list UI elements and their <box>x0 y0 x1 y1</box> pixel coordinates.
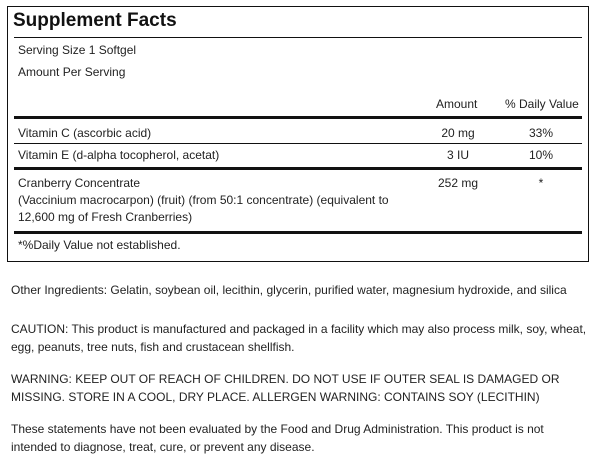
footnote-thick-divider <box>14 231 582 234</box>
serving-size: Serving Size 1 Softgel <box>18 43 137 57</box>
cranberry-daily-value: * <box>538 176 544 190</box>
panel-title: Supplement Facts <box>13 10 177 31</box>
column-header-amount: Amount <box>436 97 478 111</box>
supplement-facts-panel <box>7 6 589 262</box>
caution-statement: CAUTION: This product is manufactured and packaged in a facility which may also process milk, soy, wheat, egg, peanuts, tree nuts, fish and crustacean shellfish. <box>11 322 587 354</box>
cranberry-amount: 252 mg <box>437 176 479 190</box>
fda-disclaimer: These statements have not been evaluated by the Food and Drug Administration. This product is not intended to diagnose, treat, cure, or prevent any disease. <box>11 422 544 454</box>
nutrient-name: Vitamin E (d-alpha tocopherol, acetat) <box>18 148 220 162</box>
title-divider <box>14 37 582 38</box>
cranberry-description-line: 12,600 mg of Fresh Cranberries) <box>18 210 193 224</box>
other-ingredients: Other Ingredients: Gelatin, soybean oil, lecithin, glycerin, purified water, magnesium hydroxide, and silica <box>11 283 567 297</box>
nutrient-amount: 20 mg <box>441 126 475 140</box>
column-header-daily-value: % Daily Value <box>505 97 579 111</box>
amount-per-serving: Amount Per Serving <box>18 65 126 79</box>
cranberry-description-line: (Vaccinium macrocarpon) (fruit) (from 50:1 concentrate) (equivalent to <box>18 193 389 207</box>
section-thick-divider <box>14 167 582 170</box>
footnote: *%Daily Value not established. <box>18 238 181 252</box>
nutrient-daily-value: 10% <box>528 148 554 162</box>
cranberry-name: Cranberry Concentrate <box>18 176 141 190</box>
nutrient-daily-value: 33% <box>528 126 554 140</box>
nutrient-name: Vitamin C (ascorbic acid) <box>18 126 152 140</box>
row-divider <box>14 143 582 144</box>
nutrient-amount: 3 IU <box>446 148 469 162</box>
warning-statement: WARNING: KEEP OUT OF REACH OF CHILDREN. DO NOT USE IF OUTER SEAL IS DAMAGED OR MISSING. STORE IN A COOL, DRY PLACE. ALLERGEN WARNING: CONTAINS SOY (LECITHIN) <box>11 372 560 404</box>
header-thick-divider <box>14 116 582 119</box>
